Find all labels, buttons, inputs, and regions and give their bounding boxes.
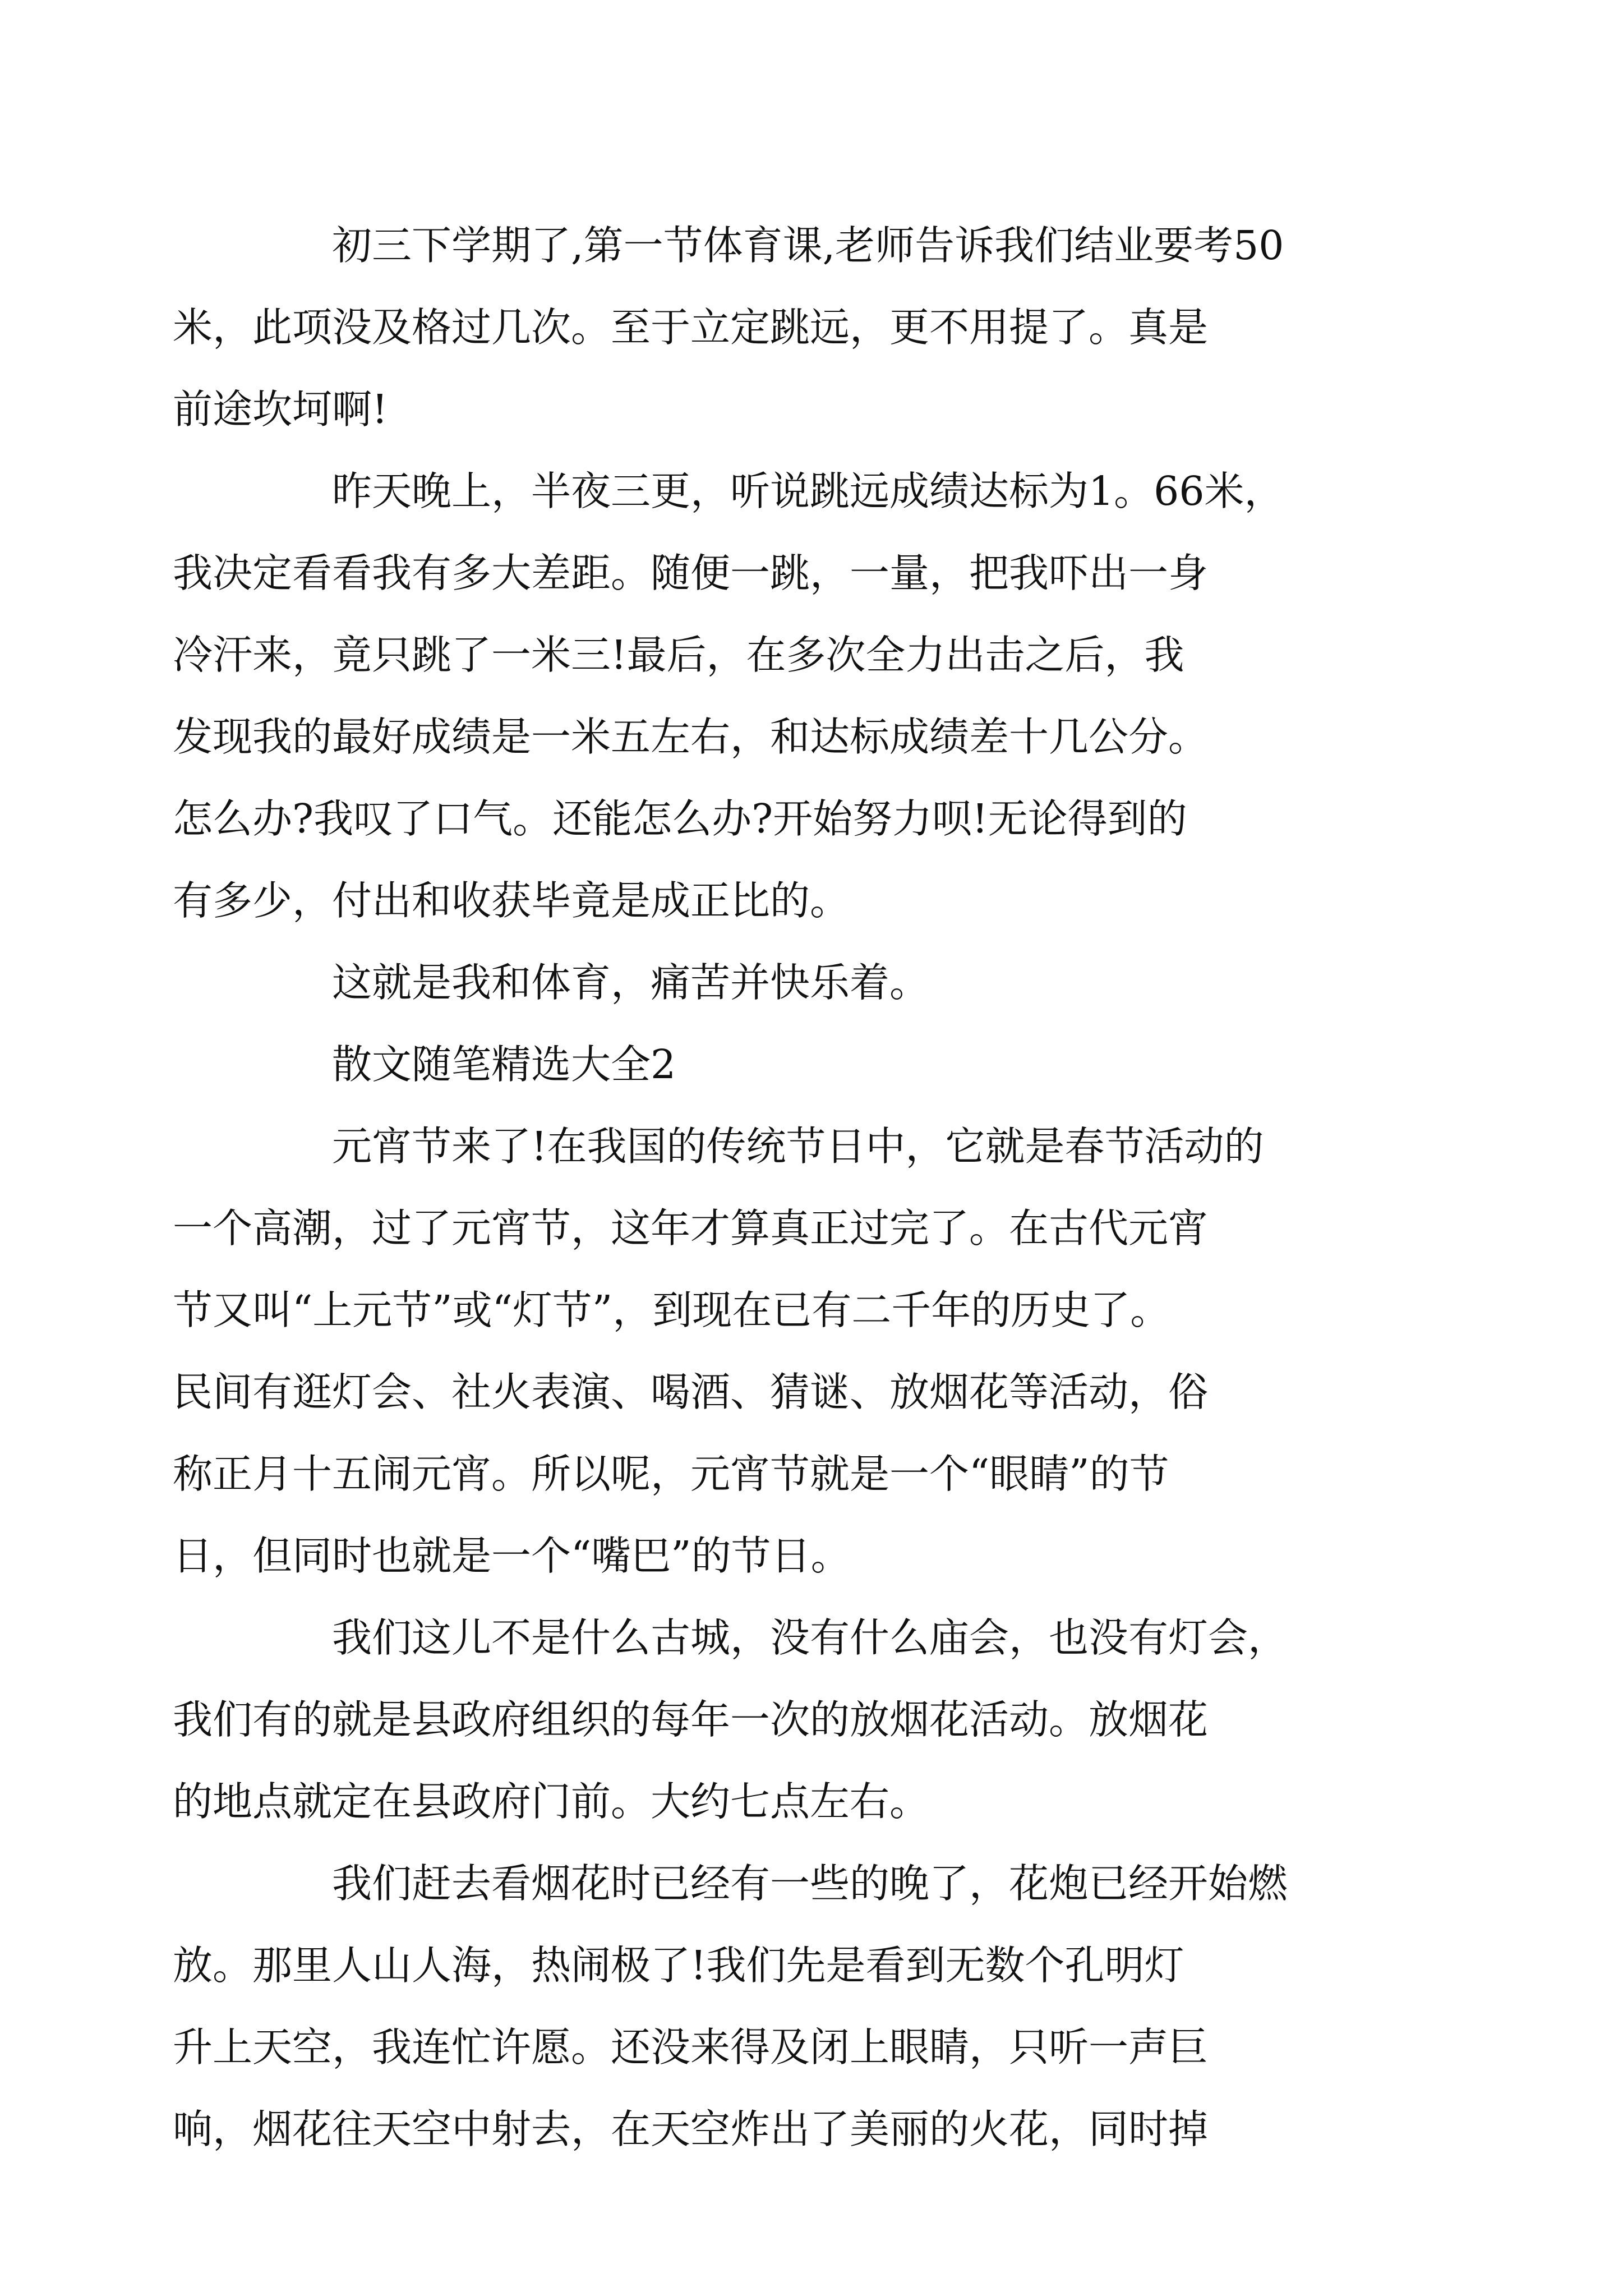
- paragraph-3: [252, 942, 1374, 1024]
- document-body: [173, 205, 1374, 2170]
- text-line: 冷汗来，竟只跳了一米三!最后，在多次全力出击之后，我: [173, 632, 1184, 678]
- paragraph-6: [173, 1597, 1374, 1843]
- text-line: 散文随笔精选大全2: [332, 1041, 676, 1088]
- text-line: 的地点就定在县政府门前。大约七点左右。: [173, 1778, 930, 1825]
- text-line: 前途坎坷啊!: [173, 386, 388, 432]
- text-line: 日，但同时也就是一个“嘴巴”的节日。: [173, 1533, 851, 1579]
- text-line: 民间有逛灯会、社火表演、喝酒、猜谜、放烟花等活动，俗: [173, 1369, 1209, 1415]
- section-heading: [252, 1024, 1374, 1106]
- text-line: 我们赶去看烟花时已经有一些的晚了，花炮已经开始燃: [332, 1860, 1288, 1907]
- text-line: 元宵节来了!在我国的传统节日中，它就是春节活动的: [332, 1123, 1264, 1170]
- text-line: 我决定看看我有多大差距。随便一跳，一量，把我吓出一身: [173, 550, 1209, 596]
- text-line: 响，烟花往天空中射去，在天空炸出了美丽的火花，同时掉: [173, 2106, 1209, 2152]
- text-line: 这就是我和体育，痛苦并快乐着。: [332, 959, 930, 1006]
- text-line: 初三下学期了,第一节体育课,老师告诉我们结业要考50: [332, 222, 1284, 269]
- text-line: 有多少，付出和收获毕竟是成正比的。: [173, 877, 850, 924]
- text-line: 放。那里人山人海，热闹极了!我们先是看到无数个孔明灯: [173, 1942, 1184, 1989]
- text-line: 升上天空，我连忙许愿。还没来得及闭上眼睛，只听一声巨: [173, 2024, 1209, 2070]
- paragraph-5: [173, 1106, 1374, 1597]
- text-line: 怎么办?我叹了口气。还能怎么办?开始努力呗!无论得到的: [173, 795, 1187, 842]
- text-line: 节又叫“上元节”或“灯节”，到现在已有二千年的历史了。: [173, 1287, 1170, 1333]
- text-line: 发现我的最好成绩是一米五左右，和达标成绩差十几公分。: [173, 714, 1209, 760]
- text-line: 一个高潮，过了元宵节，这年才算真正过完了。在古代元宵: [173, 1205, 1209, 1251]
- text-line: 我们有的就是县政府组织的每年一次的放烟花活动。放烟花: [173, 1696, 1209, 1743]
- text-line: 称正月十五闹元宵。所以呢，元宵节就是一个“眼睛”的节: [173, 1451, 1169, 1497]
- paragraph-7: [173, 1843, 1374, 2170]
- paragraph-2: [173, 450, 1374, 942]
- text-line: 昨天晚上，半夜三更，听说跳远成绩达标为1。66米，: [332, 468, 1284, 514]
- text-line: 米，此项没及格过几次。至于立定跳远，更不用提了。真是: [173, 304, 1209, 351]
- paragraph-1: [173, 205, 1374, 450]
- text-line: 我们这儿不是什么古城，没有什么庙会，也没有灯会，: [332, 1614, 1288, 1661]
